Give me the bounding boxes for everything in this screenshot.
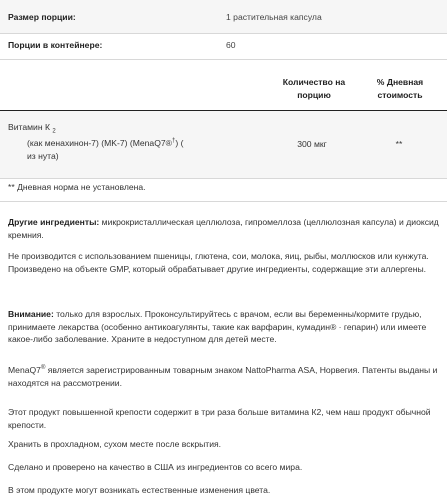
vitamin-name-detail-2: из нута) bbox=[27, 150, 59, 161]
serving-size-row bbox=[0, 0, 447, 34]
dagger-symbol: † bbox=[172, 137, 176, 144]
daily-value-header: % Дневная стоимость bbox=[376, 77, 424, 101]
vitamin-k2-row bbox=[0, 110, 447, 179]
warning-label: Внимание: bbox=[8, 309, 54, 319]
color-note: В этом продукте могут возникать естественные изменения цвета. bbox=[8, 485, 271, 495]
vitamin-daily-value: ** bbox=[395, 139, 403, 149]
vitamin-amount: 300 мкг bbox=[297, 139, 327, 149]
made-in-info: Сделано и проверено на качество в США из ингредиентов со всего мира. bbox=[8, 462, 303, 472]
registered-symbol: ® bbox=[40, 365, 46, 372]
allergen-info: Не производится с использованием пшеницы, глютена, сои, молока, яиц, рыбы, моллюсков или кунжута. Произведено на объекте GMP, который обрабатывает другие ингредиенты, содержащие эти аллергены. bbox=[8, 251, 429, 274]
serving-size-value: 1 растительная капсула bbox=[226, 12, 322, 22]
vitamin-name-main: Витамин К bbox=[8, 122, 50, 132]
warning-info bbox=[8, 308, 440, 346]
vitamin-k2-name bbox=[8, 121, 268, 163]
servings-per-container-row bbox=[0, 33, 447, 60]
daily-value-footnote: ** Дневная норма не установлена. bbox=[8, 182, 146, 192]
warning-text: только для взрослых. Проконсультируйтесь с врачом, если вы беременны/кормите грудью, принимаете лекарства (особенно антикоагулянты, такие как варфарин, кумадин® · гепарин) или имеете какое-либо заболевание. Храните в недоступном для детей месте. bbox=[8, 309, 427, 345]
ingredients-text: микрокристаллическая целлюлоза, гипромеллоза (целлюлозная капсула) и диоксид кремния. bbox=[8, 217, 439, 240]
ingredients-label: Другие ингредиенты: bbox=[8, 217, 100, 227]
amount-per-serving-header: Количество на порцию bbox=[282, 77, 346, 101]
potency-info: Этот продукт повышенной крепости содержит в три раза больше витамина К2, чем наш продукт обычной крепости. bbox=[8, 407, 431, 430]
vitamin-name-subscript: 2 bbox=[52, 128, 56, 135]
servings-label: Порции в контейнере: bbox=[8, 40, 103, 50]
other-ingredients bbox=[8, 216, 440, 241]
serving-size-label: Размер порции: bbox=[8, 12, 76, 22]
storage-info: Хранить в прохладном, сухом месте после вскрытия. bbox=[8, 439, 222, 449]
servings-value: 60 bbox=[226, 40, 236, 50]
divider bbox=[0, 201, 447, 202]
vitamin-name-detail: (как менахинон-7) (MK-7) (MenaQ7®†) ( bbox=[27, 137, 184, 148]
trademark-info: MenaQ7® является зарегистрированным товарным знаком NattoPharma ASA, Норвегия. Патенты выданы и находятся на рассмотрении. bbox=[8, 365, 438, 388]
